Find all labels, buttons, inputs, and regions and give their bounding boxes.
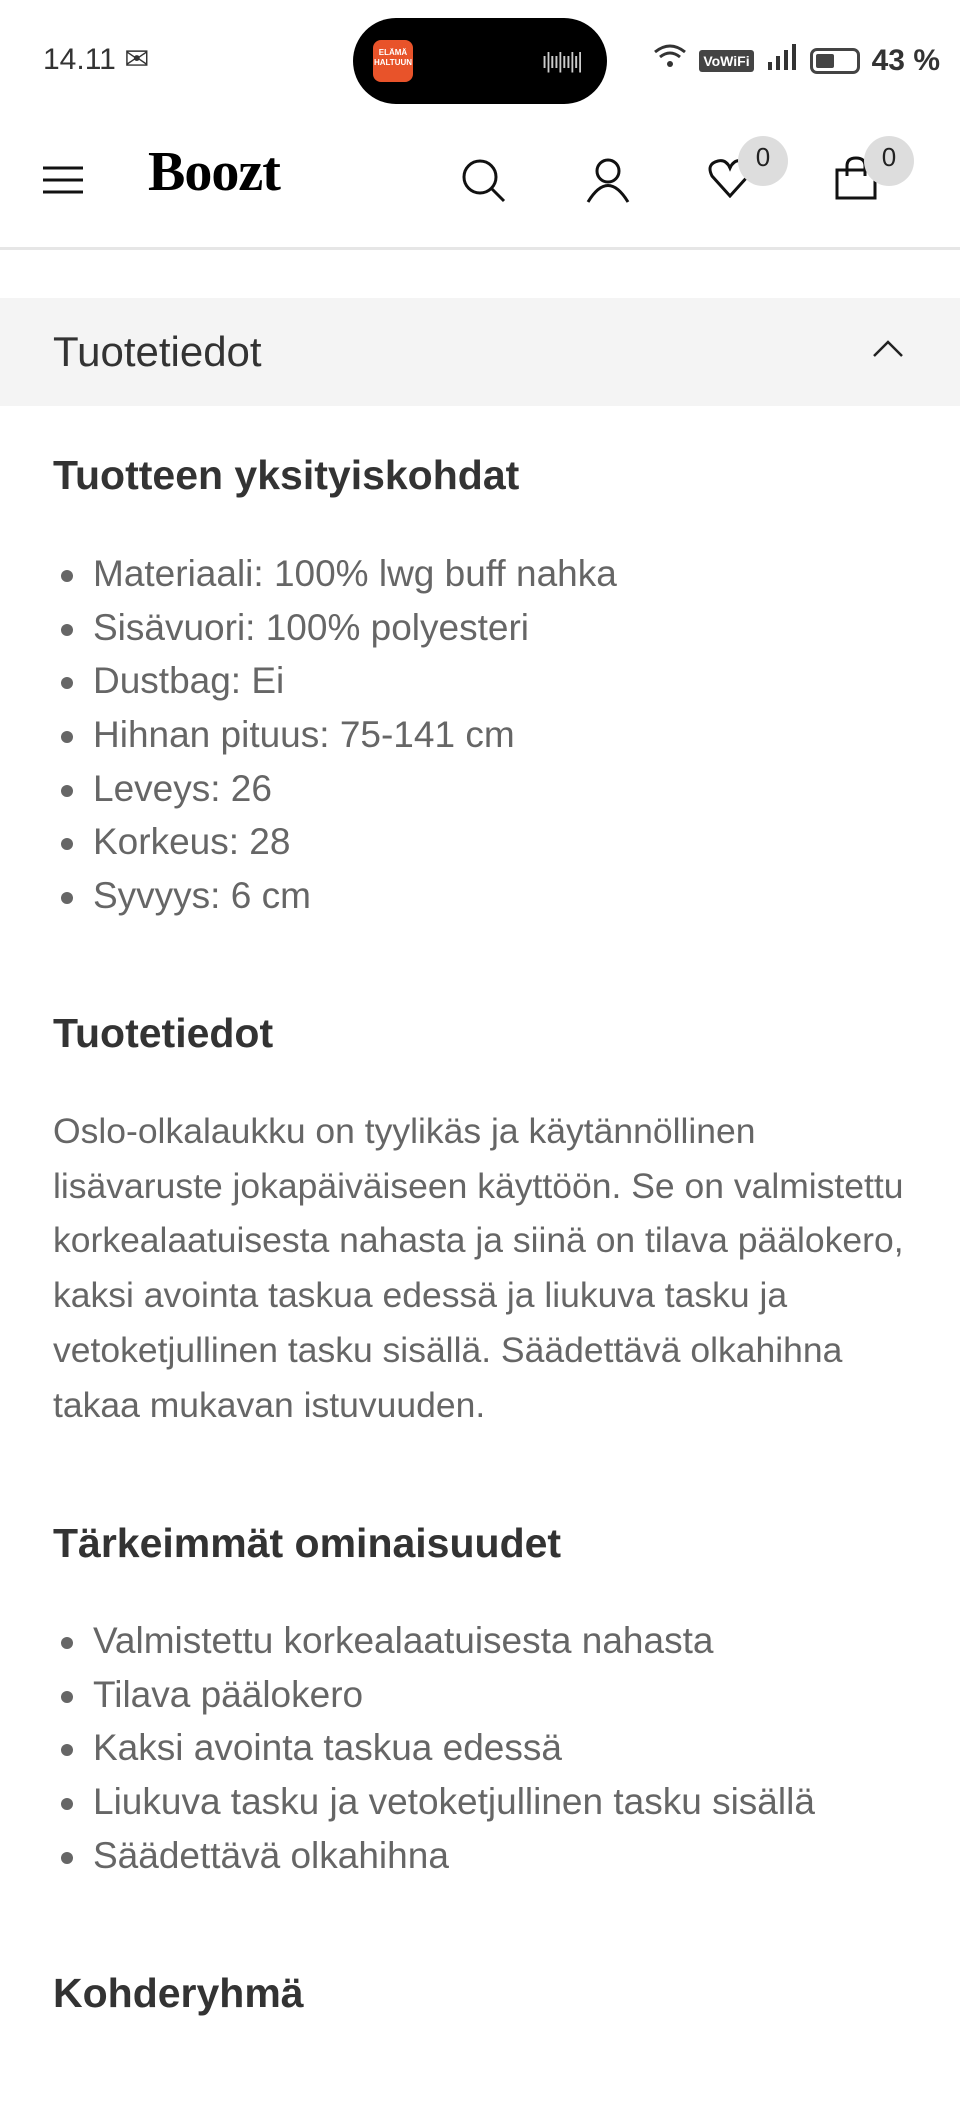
accordion-title: Tuotetiedot xyxy=(53,328,262,375)
gmail-icon: ✉ xyxy=(124,43,150,76)
list-item: Leveys: 26 xyxy=(53,762,617,816)
wishlist-button[interactable] xyxy=(700,142,771,210)
info-heading: Tuotetiedot xyxy=(53,1010,274,1056)
list-item: Tilava päälokero xyxy=(53,1668,815,1722)
list-item: Materiaali: 100% lwg buff nahka xyxy=(53,547,617,601)
media-pill[interactable] xyxy=(353,18,607,104)
list-item: Korkeus: 28 xyxy=(53,815,617,869)
list-item: Syvyys: 6 cm xyxy=(53,869,617,923)
battery-icon xyxy=(810,48,860,74)
details-list xyxy=(53,547,617,923)
site-header xyxy=(0,120,960,250)
time-text: 14.11 xyxy=(43,43,116,76)
features-list xyxy=(53,1614,815,1882)
cart-count: 0 xyxy=(864,136,914,186)
details-heading: Tuotteen yksityiskohdat xyxy=(53,452,520,498)
cart-button[interactable] xyxy=(826,142,897,210)
product-description: Oslo-olkalaukku on tyylikäs ja käytännöllinen lisävaruste jokapäiväiseen käyttöön. Se on valmistettu korkealaatuisesta nahasta ja siinä on tilava päälokero, kaksi avointa taskua edessä ja liukuva tasku ja vetoketjullinen tasku sisällä. Säädettävä olkahihna takaa mukavan istuvuuden. xyxy=(53,1111,904,1425)
vowifi-badge: VoWiFi xyxy=(699,50,753,72)
list-item: Valmistettu korkealaatuisesta nahasta xyxy=(53,1614,815,1668)
account-icon[interactable] xyxy=(578,150,638,210)
features-heading: Tärkeimmät ominaisuudet xyxy=(53,1520,562,1566)
list-item: Hihnan pituus: 75-141 cm xyxy=(53,708,617,762)
list-item: Liukuva tasku ja vetoketjullinen tasku sisällä xyxy=(53,1775,815,1829)
target-heading: Kohderyhmä xyxy=(53,1970,304,2016)
battery-percent: 43 % xyxy=(871,44,940,77)
list-item: Säädettävä olkahihna xyxy=(53,1829,815,1883)
wishlist-count: 0 xyxy=(738,136,788,186)
waveform-icon: ı|ıı|ıı|ı| xyxy=(541,48,581,73)
media-artwork: ELÄMÄ HALTUUN xyxy=(373,40,413,82)
list-item: Dustbag: Ei xyxy=(53,654,617,708)
status-time xyxy=(43,42,149,77)
status-icons xyxy=(653,42,940,80)
signal-icon xyxy=(766,42,798,80)
list-item: Kaksi avointa taskua edessä xyxy=(53,1721,815,1775)
wifi-icon xyxy=(653,42,687,80)
status-bar xyxy=(0,0,960,120)
list-item: Sisävuori: 100% polyesteri xyxy=(53,601,617,655)
boozt-logo[interactable]: Boozt xyxy=(148,141,280,203)
search-icon[interactable] xyxy=(453,150,513,210)
accordion-product-info[interactable] xyxy=(0,298,960,406)
menu-icon[interactable] xyxy=(33,150,93,210)
chevron-up-icon xyxy=(872,338,904,363)
